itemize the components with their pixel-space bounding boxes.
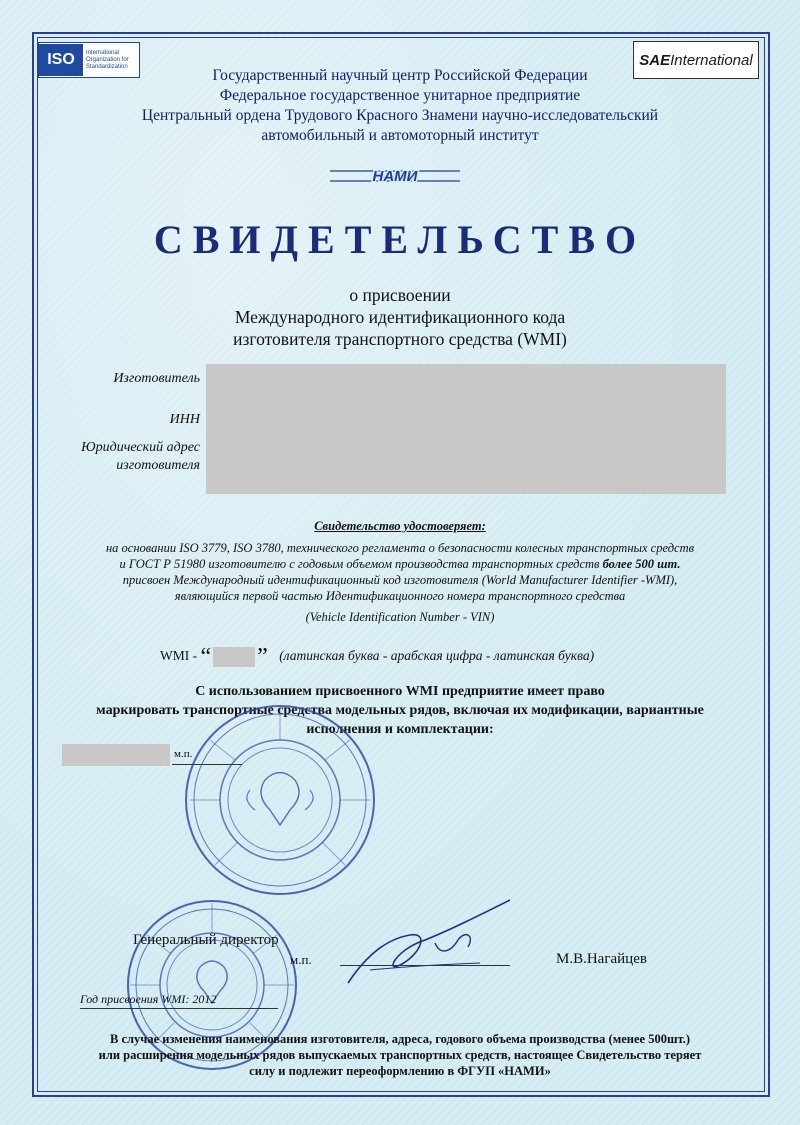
header-line: Центральный ордена Трудового Красного Знамени научно-исследовательский [141, 107, 659, 124]
director-signature [340, 895, 520, 990]
inn-label: ИНН [169, 412, 200, 427]
header-line: Федеральное государственное унитарное предприятие [219, 87, 581, 104]
validity-footer: В случае изменения наименования изготовителя, адреса, годового объема производства (менее 500шт.) или расширения модельных рядов выпускаемых транспортных средств, настоящее Свидетельство теряет силу и подлежит переоформлению в ФГУП «НАМИ» [98, 1032, 702, 1078]
wmi-code-row: WMI - “ ” (латинская буква - арабская цифра - латинская буква) [160, 644, 595, 670]
wmi-format-hint: (латинская буква - арабская цифра - латинская буква) [279, 648, 595, 663]
year-underline [80, 1008, 278, 1009]
svg-text:НАМИ: НАМИ [372, 168, 418, 185]
nami-logo [330, 165, 460, 187]
director-name: М.В.Нагайцев [556, 951, 647, 967]
signature-line [340, 965, 510, 966]
redacted-wmi-code [213, 647, 255, 667]
certifies-body: на основании ISO 3779, ISO 3780, технического регламента о безопасности колесных транспортных средств и ГОСТ Р 51980 изготовителю с годовым объемом производства транспортных средств более 500 шт. присвоен Международный идентификационный код изготовителя (World Manufacturer Identifier -WMI), являющийся первой частью Идентификационного номера транспортного средства [105, 541, 695, 603]
header-line: автомобильный и автомоторный институт [261, 127, 539, 144]
document-title: СВИДЕТЕЛЬСТВО [153, 217, 647, 262]
director-title: Генеральный директор [133, 932, 279, 948]
iso-badge: ISO [39, 44, 83, 76]
assignment-year: Год присвоения WMI: 2012 [80, 992, 217, 1006]
signature-seal-label: м.п. [290, 952, 312, 967]
marking-rights: С использованием присвоенного WMI предприятие имеет право маркировать транспортные средства модельных рядов, включая их модификации, вариантные исполнения и комплектации: [96, 684, 704, 737]
document-subtitle: о присвоении Международного идентификационного кода изготовителя транспортного средства (WMI) [233, 285, 567, 349]
vin-note: (Vehicle Identification Number - VIN) [305, 610, 495, 624]
iso-logo-text: International Organization for Standardization [86, 49, 129, 70]
redacted-manufacturer-details [206, 364, 726, 494]
redacted-model-range [62, 744, 170, 766]
upper-round-stamp [180, 700, 380, 900]
issuer-header [80, 66, 720, 146]
certifies-heading: Свидетельство удостоверяет: [314, 519, 486, 533]
wmi-label: WMI - [160, 648, 198, 663]
header-line: Государственный научный центр Российской Федерации [212, 67, 588, 84]
seal-place-label: м.п. [174, 748, 193, 760]
manufacturer-label: Изготовитель [113, 371, 200, 386]
sae-logo: SAE International [633, 41, 759, 79]
address-label: Юридический адрес изготовителя [81, 440, 200, 473]
